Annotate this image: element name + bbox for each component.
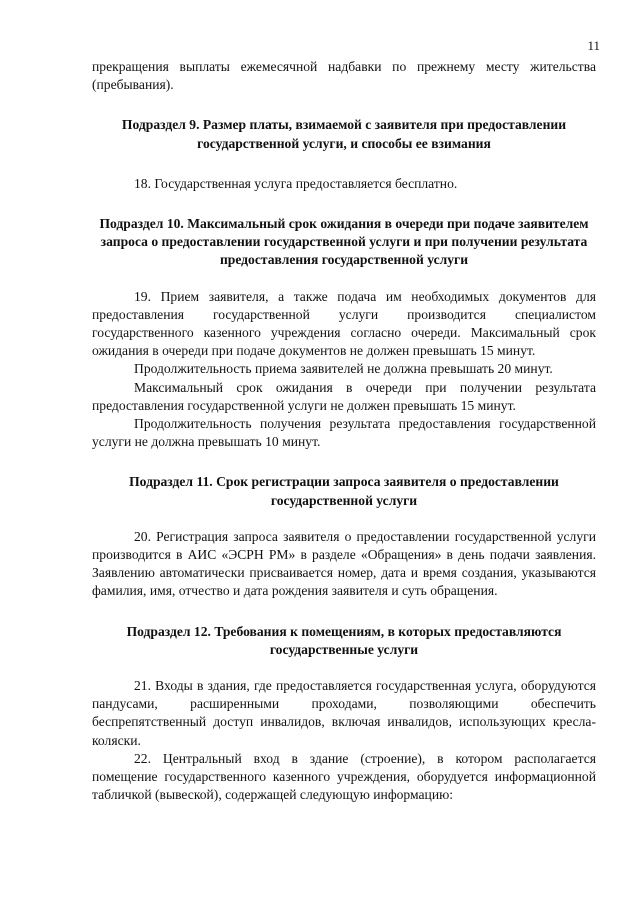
paragraph-19-duration: Продолжительность приема заявителей не должна превышать 20 минут. (134, 361, 553, 377)
section-12-title: Подраздел 12. Требования к помещениям, в которых предоставляются государственные услуги (126, 623, 562, 657)
paragraph-19-max-wait: Максимальный срок ожидания в очереди при получении результата предоставления государственной услуги не должен превышать 15 минут. (92, 379, 596, 413)
page-number: 11 (587, 38, 600, 53)
section-10-title: Подраздел 10. Максимальный срок ожидания в очереди при подаче заявителем запроса о предоставлении государственной услуги и при получении результата предоставления государственной услуги (99, 216, 589, 268)
paragraph-18: 18. Государственная услуга предоставляется бесплатно. (134, 175, 458, 191)
document-content (92, 58, 596, 805)
paragraph-20: 20. Регистрация запроса заявителя о предоставлении государственной услуги производится в АИС «ЭСРН РМ» в разделе «Обращения» в день подачи заявления. Заявлению автоматически присваивается номер, дата и время создания, указываются фамилия, имя, отчество и дата рождения заявителя и суть обращения. (92, 528, 596, 599)
paragraph-22: 22. Центральный вход в здание (строение), в котором располагается помещение государственного казенного учреждения, оборудуется информационной табличкой (вывеской), содержащей следующую информацию: (92, 750, 596, 803)
section-11-title: Подраздел 11. Срок регистрации запроса заявителя о предоставлении государственной услуги (129, 474, 559, 508)
paragraph-19-result-duration: Продолжительность получения результата предоставления государственной услуги не должна превышать 10 минут. (92, 416, 596, 450)
section-9-title: Подраздел 9. Размер платы, взимаемой с заявителя при предоставлении государственной услуги, и способы ее взимания (121, 117, 567, 151)
intro-paragraph: прекращения выплаты ежемесячной надбавки по прежнему месту жительства (пребывания). (92, 59, 596, 93)
paragraph-19: 19. Прием заявителя, а также подача им необходимых документов для предоставления государственной услуги производится специалистом государственного казенного учреждения согласно очереди. Максимальный срок ожидания в очереди при подаче документов не должен превышать 15 минут. (92, 288, 596, 359)
paragraph-21: 21. Входы в здания, где предоставляется государственная услуга, оборудуются пандусами, расширенными проходами, позволяющими обеспечить беспрепятственный доступ инвалидов, включая инвалидов, использующих кресла-коляски. (92, 678, 596, 748)
